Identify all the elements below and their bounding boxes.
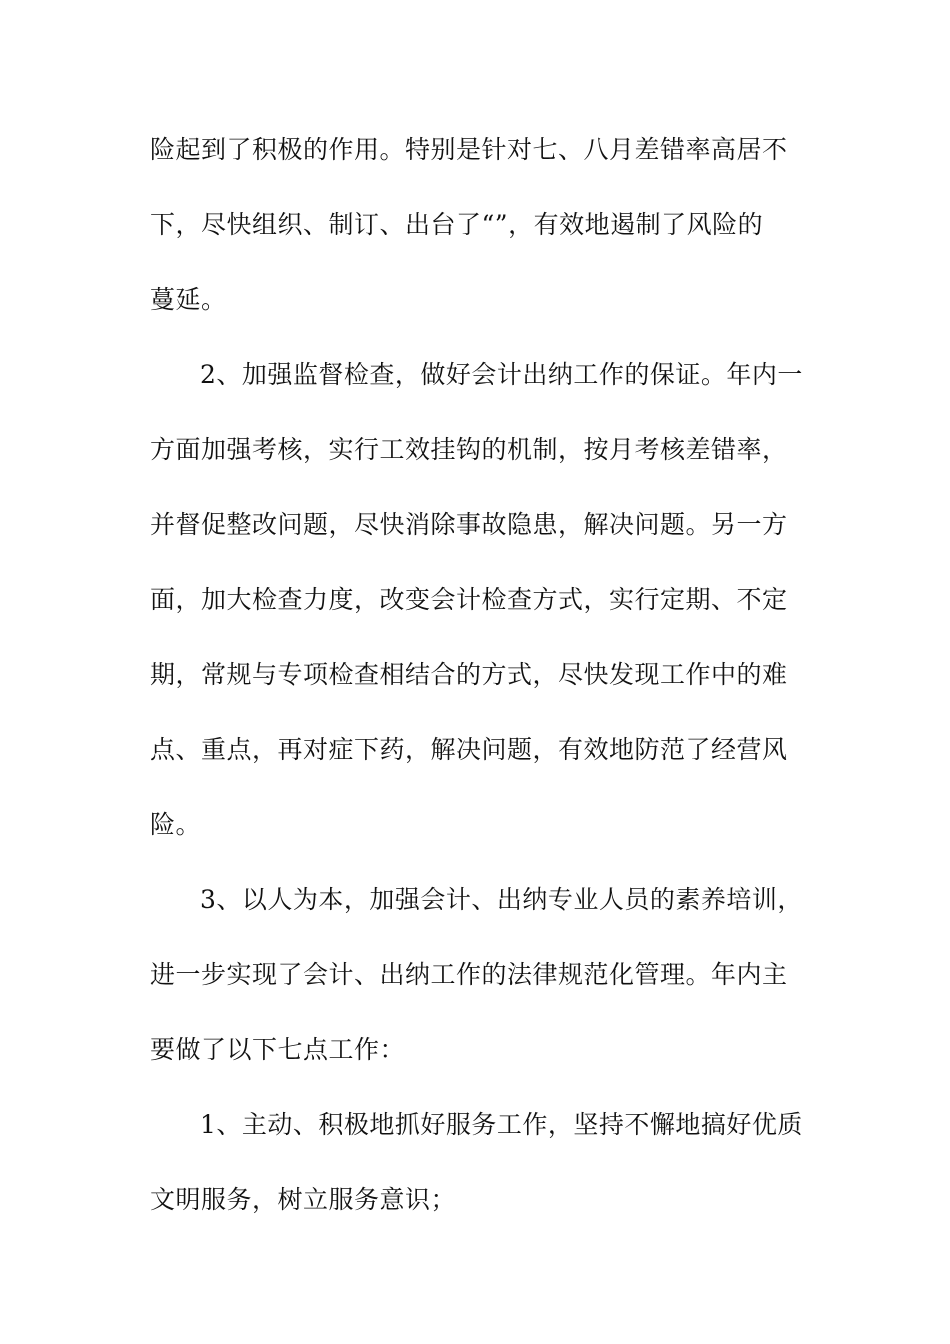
text-line-2: 下，尽快组织、制订、出台了“”，有效地遏制了风险的 <box>150 210 764 239</box>
text-line-8: 期，常规与专项检查相结合的方式，尽快发现工作中的难 <box>150 660 788 689</box>
text-line-4: 2、加强监督检查，做好会计出纳工作的保证。年内一 <box>200 360 803 389</box>
text-line-3: 蔓延。 <box>150 285 227 314</box>
text-line-12: 进一步实现了会计、出纳工作的法律规范化管理。年内主 <box>150 960 788 989</box>
text-line-9: 点、重点，再对症下药，解决问题，有效地防范了经营风 <box>150 735 788 764</box>
text-line-15: 文明服务，树立服务意识； <box>150 1185 457 1214</box>
text-line-1: 险起到了积极的作用。特别是针对七、八月差错率高居不 <box>150 135 788 164</box>
text-line-14: 1、主动、积极地抓好服务工作，坚持不懈地搞好优质 <box>200 1110 803 1139</box>
text-line-10: 险。 <box>150 810 202 839</box>
text-line-6: 并督促整改问题，尽快消除事故隐患，解决问题。另一方 <box>150 510 788 539</box>
text-line-5: 方面加强考核，实行工效挂钩的机制，按月考核差错率， <box>150 435 788 464</box>
text-line-13: 要做了以下七点工作： <box>150 1035 406 1064</box>
text-line-7: 面，加大检查力度，改变会计检查方式，实行定期、不定 <box>150 585 788 614</box>
text-line-11: 3、以人为本，加强会计、出纳专业人员的素养培训， <box>200 885 803 914</box>
